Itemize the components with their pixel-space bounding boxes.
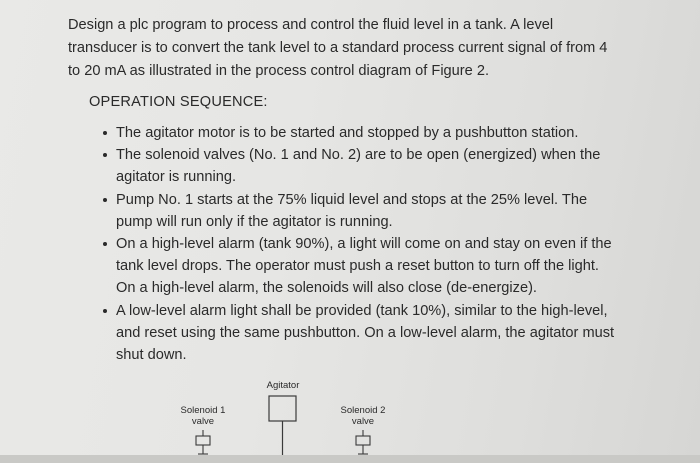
bullet-icon	[103, 309, 107, 313]
solenoid-2-label: Solenoid 2 valve	[340, 405, 386, 427]
bullet-icon	[103, 153, 107, 157]
operation-sequence-list	[100, 122, 648, 366]
bullet-icon	[103, 198, 107, 202]
section-heading: OPERATION SEQUENCE:	[89, 94, 268, 110]
solenoid-1-label: Solenoid 1 valve	[180, 405, 226, 427]
problem-intro	[68, 14, 668, 83]
bullet-icon	[103, 131, 107, 135]
list-item: The solenoid valves (No. 1 and No. 2) are to be open (energized) when the agitator is running.	[100, 144, 648, 188]
intro-line: Design a plc program to process and control the fluid level in a tank. A level	[68, 17, 554, 33]
solenoid-valve-1-icon	[196, 430, 210, 454]
list-item: A low-level alarm light shall be provided (tank 10%), similar to the high-level, and reset using the same pushbutton. On a low-level alarm, the agitator must shut down.	[100, 300, 648, 367]
intro-line: to 20 mA as illustrated in the process control diagram of Figure 2.	[68, 63, 489, 79]
process-control-diagram	[0, 370, 700, 463]
agitator-motor-icon	[269, 396, 296, 463]
agitator-label: Agitator	[266, 380, 300, 391]
list-item: Pump No. 1 starts at the 75% liquid level and stops at the 25% level. The pump will run only if the agitator is running.	[100, 189, 648, 233]
bullet-icon	[103, 242, 107, 246]
list-item: On a high-level alarm (tank 90%), a light will come on and stay on even if the tank level drops. The operator must push a reset button to turn off the light. On a high-level alarm, the solenoids will also close (de-energize).	[100, 233, 648, 300]
page-bottom-edge	[0, 455, 700, 463]
solenoid-valve-2-icon	[356, 430, 370, 454]
list-item: The agitator motor is to be started and stopped by a pushbutton station.	[100, 122, 648, 144]
intro-line: transducer is to convert the tank level to a standard process current signal of from 4	[68, 40, 608, 56]
